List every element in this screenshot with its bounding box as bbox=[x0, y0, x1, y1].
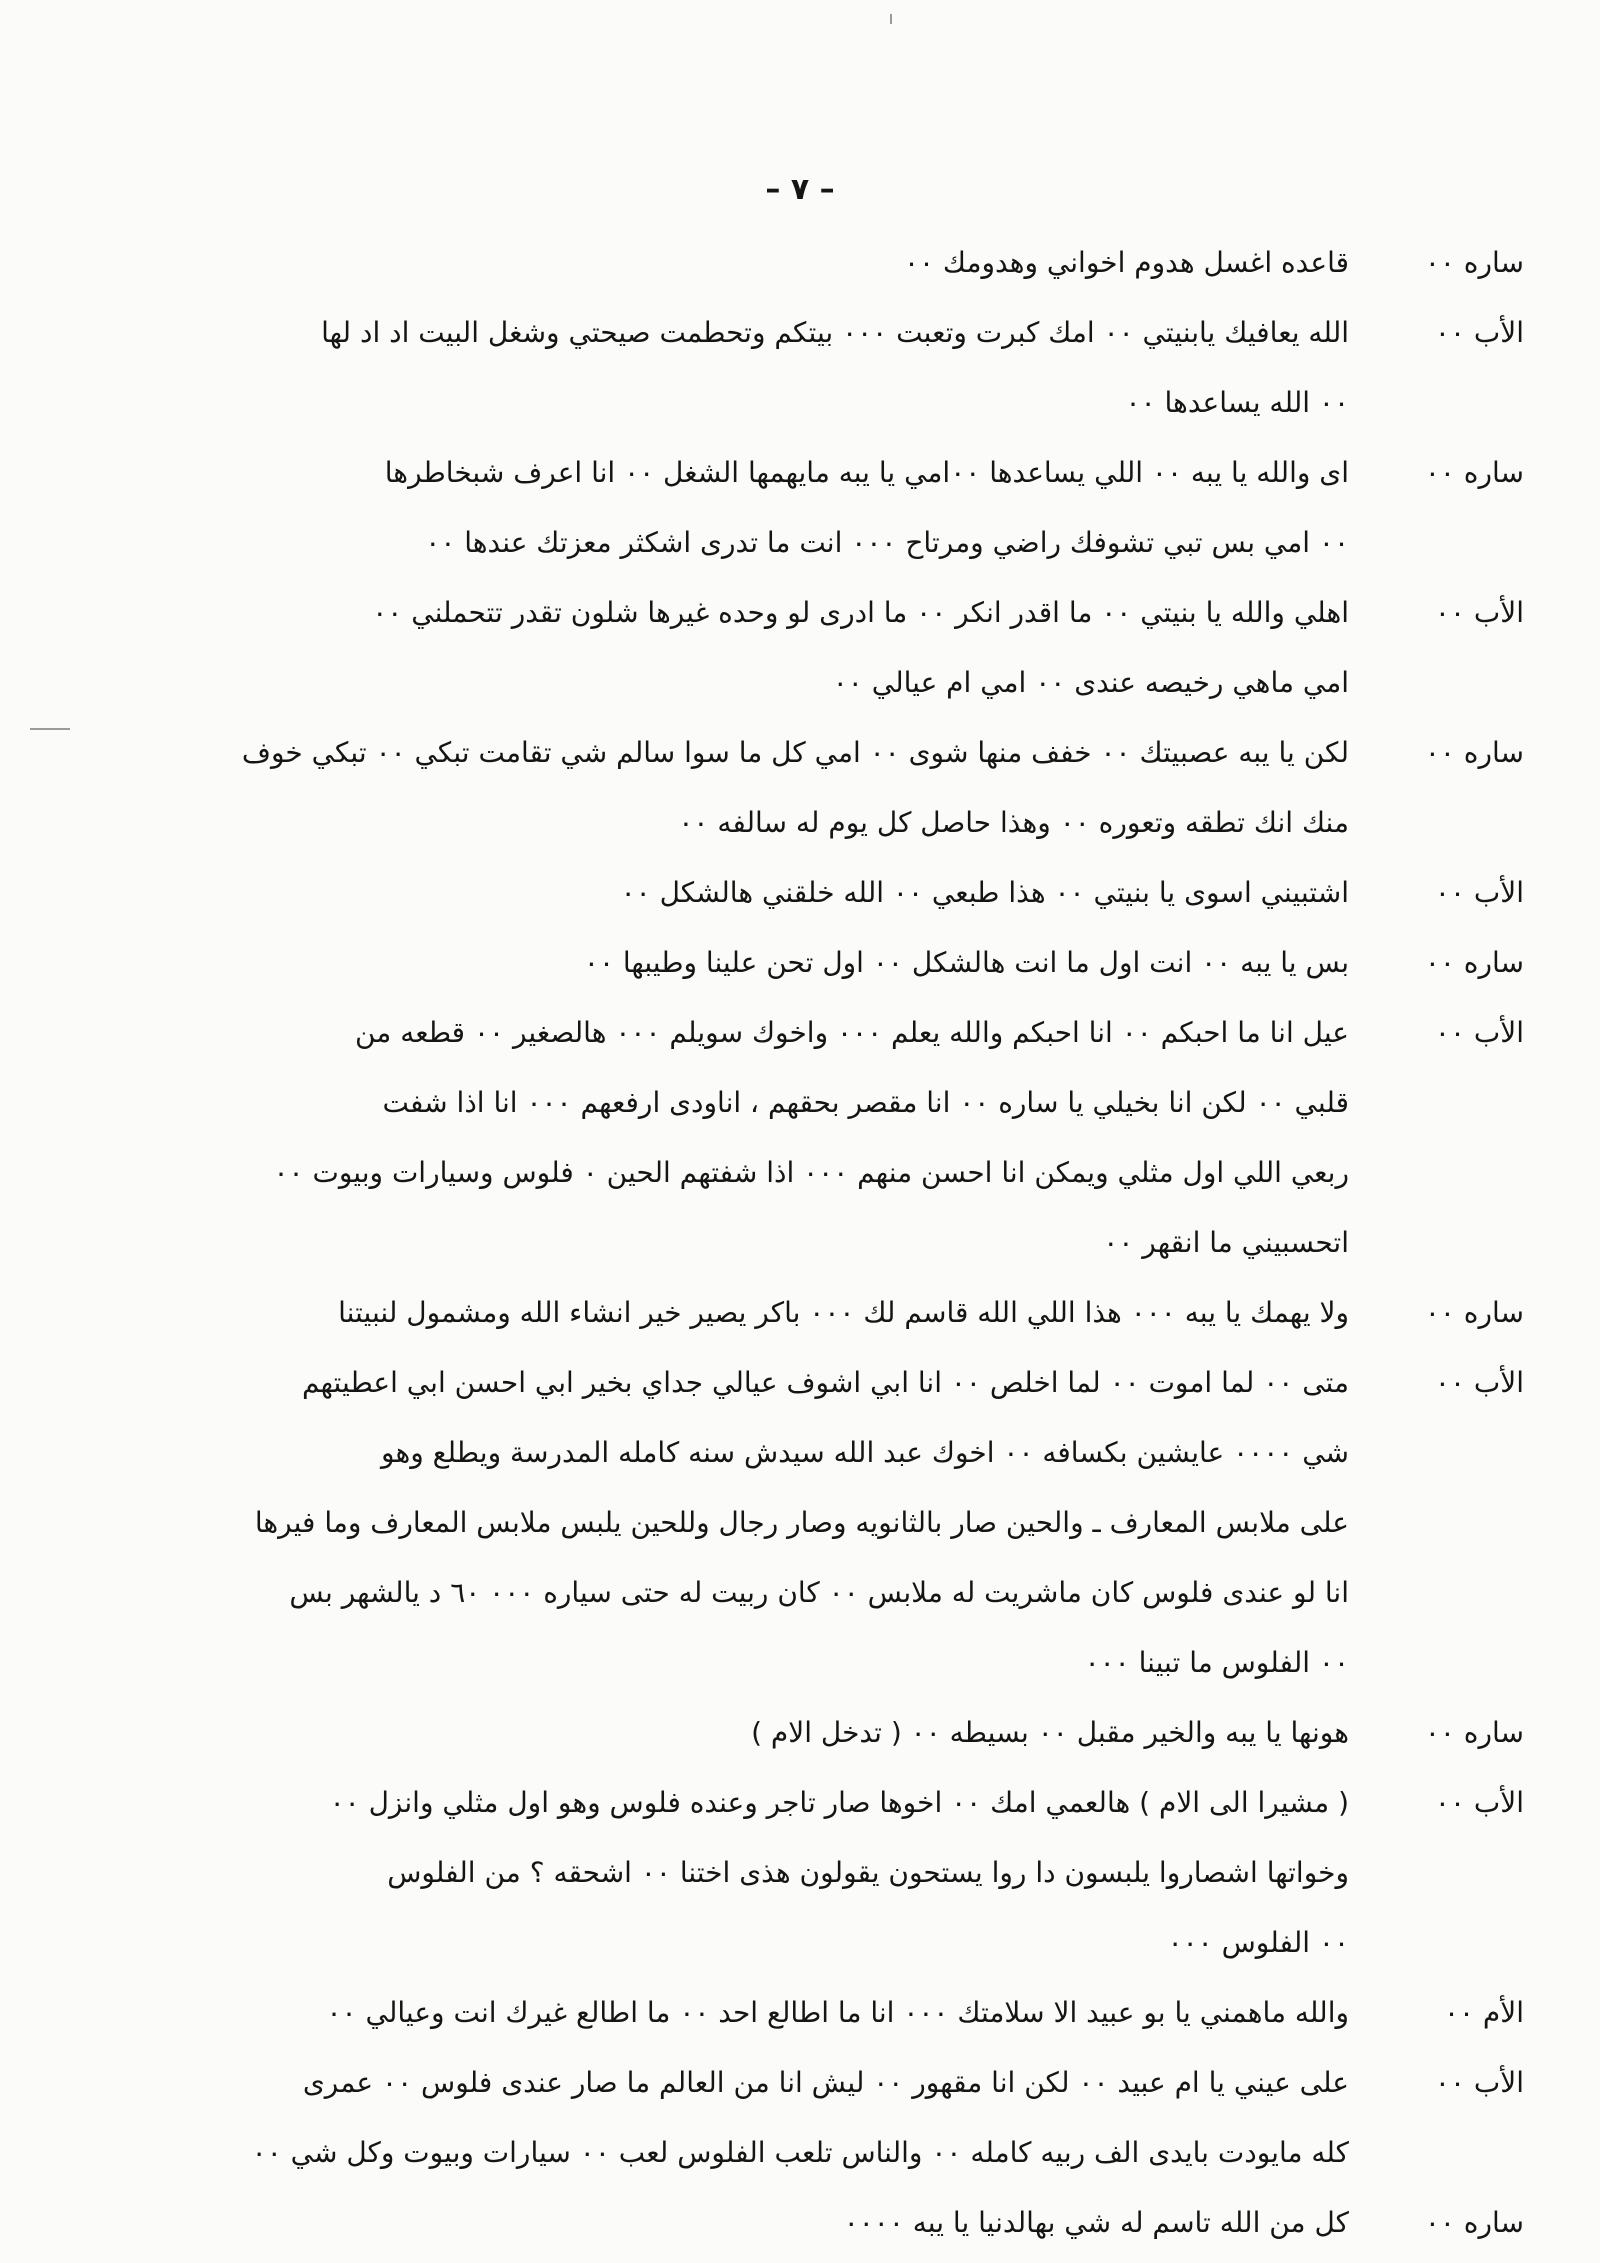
dialogue-entry bbox=[62, 1978, 1524, 2048]
dialogue-line: اشتبيني اسوى يا بنيتي ٠٠ هذا طبعي ٠٠ الله خلقني هالشكل ٠٠ bbox=[620, 876, 1349, 909]
dialogue-entry bbox=[62, 1768, 1524, 1978]
dialogue-line: على عيني يا ام عبيد ٠٠ لكن انا مقهور ٠٠ ليش انا من العالم ما صار عندى فلوس ٠٠ عمرى bbox=[302, 2066, 1349, 2099]
dialogue-line: ٠٠ امي بس تبي تشوفك راضي ومرتاح ٠٠٠ انت ما تدرى اشكثر معزتك عندها ٠٠ bbox=[425, 526, 1349, 559]
dialogue-text bbox=[62, 438, 1349, 578]
dialogue-entry bbox=[62, 718, 1524, 858]
dialogue-line: على ملابس المعارف ـ والحين صار بالثانويه وصار رجال وللحين يلبس ملابس المعارف وما فيرها bbox=[254, 1506, 1349, 1539]
dialogue-entry bbox=[62, 298, 1524, 438]
dialogue-line: ولا يهمك يا يبه ٠٠٠ هذا اللي الله قاسم لك ٠٠٠ باكر يصير خير انشاء الله ومشمول لنبيتنا bbox=[338, 1296, 1349, 1329]
dialogue-line: شي ٠٠٠٠ عايشين بكسافه ٠٠ اخوك عبد الله سيدش سنه كامله المدرسة ويطلع وهو bbox=[380, 1436, 1349, 1469]
dialogue-line: هونها يا يبه والخير مقبل ٠٠ بسيطه ٠٠ ( تدخل الام ) bbox=[751, 1716, 1349, 1749]
speaker-name: ساره ٠٠ bbox=[1424, 1296, 1524, 1329]
speaker-name: ساره ٠٠ bbox=[1424, 946, 1524, 979]
dialogue-line: متى ٠٠ لما اموت ٠٠ لما اخلص ٠٠ انا ابي اشوف عيالي جداي بخير ابي احسن ابي اعطيتهم bbox=[302, 1366, 1349, 1399]
dialogue-entry bbox=[62, 1348, 1524, 1698]
speaker-name: الأب ٠٠ bbox=[1434, 876, 1524, 909]
dialogue-entry bbox=[62, 1698, 1524, 1768]
speaker-name: الأب ٠٠ bbox=[1434, 2066, 1524, 2099]
dialogue-text bbox=[62, 298, 1349, 438]
dialogue-entry bbox=[62, 438, 1524, 578]
dialogue-entry bbox=[62, 1278, 1524, 1348]
dialogue-line: بس يا يبه ٠٠ انت اول ما انت هالشكل ٠٠ اول تحن علينا وطيبها ٠٠ bbox=[583, 946, 1349, 979]
dialogue-entry bbox=[62, 928, 1524, 998]
speaker-name: ساره ٠٠ bbox=[1424, 736, 1524, 769]
speaker-name: الأب ٠٠ bbox=[1434, 596, 1524, 629]
speaker-name: ساره ٠٠ bbox=[1424, 246, 1524, 279]
dialogue-line: قلبي ٠٠ لكن انا بخيلي يا ساره ٠٠ انا مقصر بحقهم ، اناودى ارفعهم ٠٠٠ انا اذا شفت bbox=[382, 1086, 1349, 1119]
dialogue-line: كله مايودت بايدى الف ربيه كامله ٠٠ والناس تلعب الفلوس لعب ٠٠ سيارات وبيوت وكل شي ٠٠ bbox=[251, 2136, 1349, 2169]
dialogue-line: انا لو عندى فلوس كان ماشريت له ملابس ٠٠ كان ربيت له حتى سياره ٠٠٠ ٦٠ د يالشهر بس bbox=[289, 1576, 1349, 1609]
dialogue-line: لكن يا يبه عصبيتك ٠٠ خفف منها شوى ٠٠ امي كل ما سوا سالم شي تقامت تبكي ٠٠ تبكي خوف bbox=[241, 736, 1349, 769]
dialogue-line: قاعده اغسل هدوم اخواني وهدومك ٠٠ bbox=[903, 246, 1349, 279]
dialogue-entry bbox=[62, 2188, 1524, 2258]
script-body bbox=[62, 228, 1524, 2258]
dialogue-text bbox=[62, 578, 1349, 718]
dialogue-text bbox=[62, 1278, 1349, 1348]
dialogue-text bbox=[62, 228, 1349, 298]
dialogue-text bbox=[62, 1348, 1349, 1698]
dialogue-line: اى والله يا يبه ٠٠ اللي يساعدها ٠٠امي يا يبه مايهمها الشغل ٠٠ انا اعرف شبخاطرها bbox=[384, 456, 1349, 489]
dialogue-entry bbox=[62, 228, 1524, 298]
scan-artifact bbox=[30, 728, 70, 730]
dialogue-line: الله يعافيك يابنيتي ٠٠ امك كبرت وتعبت ٠٠٠ بيتكم وتحطمت صيحتي وشغل البيت اد اد لها bbox=[321, 316, 1349, 349]
dialogue-text bbox=[62, 718, 1349, 858]
speaker-name: ساره ٠٠ bbox=[1424, 1716, 1524, 1749]
dialogue-line: ربعي اللي اول مثلي ويمكن انا احسن منهم ٠٠٠ اذا شفتهم الحين ٠ فلوس وسيارات وبيوت ٠٠ bbox=[273, 1156, 1349, 1189]
dialogue-entry bbox=[62, 858, 1524, 928]
dialogue-text bbox=[62, 998, 1349, 1278]
dialogue-line: ٠٠ الفلوس ٠٠٠ bbox=[1167, 1926, 1349, 1959]
dialogue-entry bbox=[62, 2048, 1524, 2188]
speaker-name: ساره ٠٠ bbox=[1424, 456, 1524, 489]
dialogue-line: ( مشيرا الى الام ) هالعمي امك ٠٠ اخوها صار تاجر وعنده فلوس وهو اول مثلي وانزل ٠٠ bbox=[329, 1786, 1349, 1819]
speaker-name: الأب ٠٠ bbox=[1434, 1016, 1524, 1049]
dialogue-line: ٠٠ الله يساعدها ٠٠ bbox=[1125, 386, 1349, 419]
scan-artifact bbox=[890, 14, 892, 24]
dialogue-line: امي ماهي رخيصه عندى ٠٠ امي ام عيالي ٠٠ bbox=[832, 666, 1349, 699]
speaker-name: الأب ٠٠ bbox=[1434, 1786, 1524, 1819]
speaker-name: الأب ٠٠ bbox=[1434, 316, 1524, 349]
dialogue-line: ٠٠ الفلوس ما تبينا ٠٠٠ bbox=[1084, 1646, 1349, 1679]
dialogue-line: عيل انا ما احبكم ٠٠ انا احبكم والله يعلم ٠٠٠ واخوك سويلم ٠٠٠ هالصغير ٠٠ قطعه من bbox=[354, 1016, 1349, 1049]
dialogue-text bbox=[62, 2188, 1349, 2258]
dialogue-text bbox=[62, 928, 1349, 998]
page-number: – ٧ – bbox=[765, 172, 835, 207]
dialogue-text bbox=[62, 1978, 1349, 2048]
speaker-name: ساره ٠٠ bbox=[1424, 2206, 1524, 2239]
dialogue-line: اهلي والله يا بنيتي ٠٠ ما اقدر انكر ٠٠ ما ادرى لو وحده غيرها شلون تقدر تتحملني ٠٠ bbox=[372, 596, 1349, 629]
dialogue-entry bbox=[62, 998, 1524, 1278]
dialogue-text bbox=[62, 1698, 1349, 1768]
dialogue-text bbox=[62, 1768, 1349, 1978]
dialogue-line: اتحسبيني ما انقهر ٠٠ bbox=[1103, 1226, 1349, 1259]
dialogue-text bbox=[62, 2048, 1349, 2188]
dialogue-line: وخواتها اشصاروا يلبسون دا روا يستحون يقولون هذى اختنا ٠٠ اشحقه ؟ من الفلوس bbox=[387, 1856, 1349, 1889]
speaker-name: الأب ٠٠ bbox=[1434, 1366, 1524, 1399]
dialogue-line: والله ماهمني يا بو عبيد الا سلامتك ٠٠٠ انا ما اطالع احد ٠٠ ما اطالع غيرك انت وعيالي ٠٠ bbox=[326, 1996, 1349, 2029]
speaker-name: الأم ٠٠ bbox=[1443, 1996, 1524, 2029]
dialogue-line: منك انك تطقه وتعوره ٠٠ وهذا حاصل كل يوم له سالفه ٠٠ bbox=[678, 806, 1349, 839]
dialogue-text bbox=[62, 858, 1349, 928]
dialogue-entry bbox=[62, 578, 1524, 718]
dialogue-line: كل من الله تاسم له شي بهالدنيا يا يبه ٠٠٠٠ bbox=[843, 2206, 1349, 2239]
